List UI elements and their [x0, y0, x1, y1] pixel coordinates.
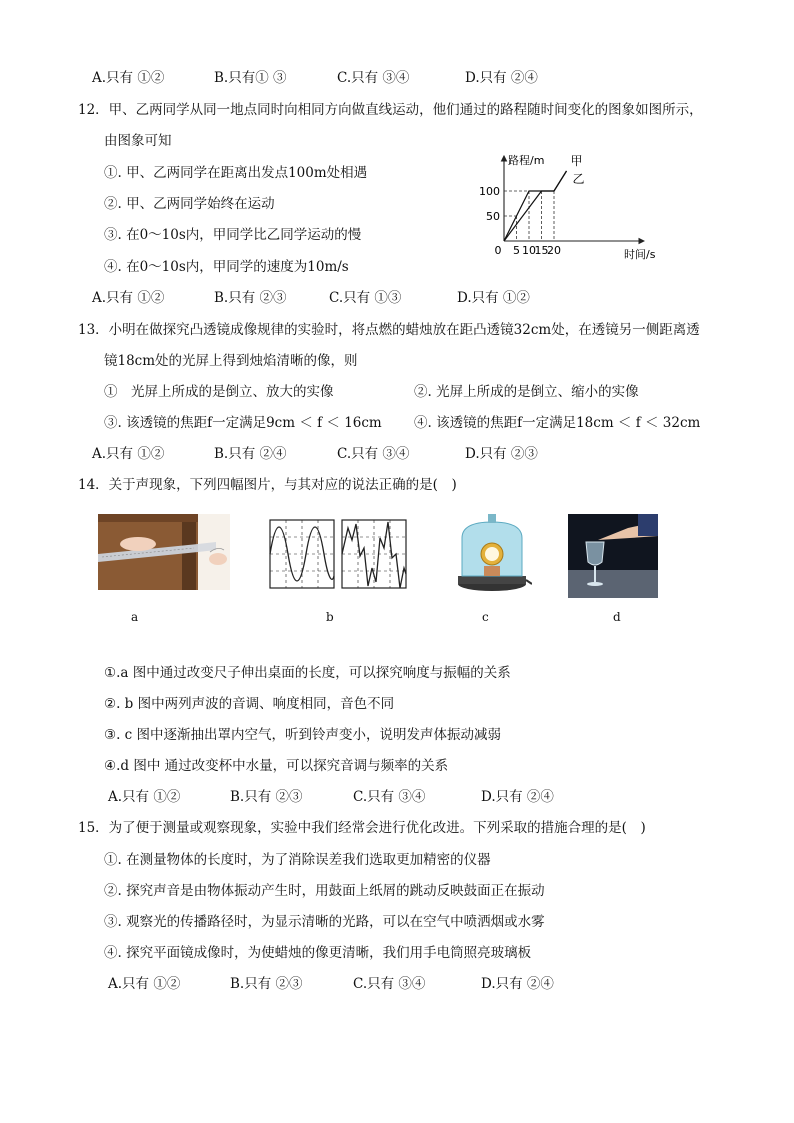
q12-option-b[interactable]: B.只有 ②③ — [214, 290, 287, 306]
q12-item-4: ④. 在0～10s内，甲同学的速度为10m/s — [104, 259, 349, 275]
x-tick-label: 10 — [522, 244, 536, 257]
caption-d: d — [613, 610, 621, 624]
q15-option-b[interactable]: B.只有 ②③ — [230, 976, 303, 992]
q13-item-3: ③. 该透镜的焦距f一定满足9cm ＜ f ＜ 16cm — [104, 415, 382, 431]
q14-option-c[interactable]: C.只有 ③④ — [353, 789, 426, 805]
q13-option-b[interactable]: B.只有 ②④ — [214, 446, 287, 462]
caption-a: a — [131, 610, 139, 624]
q15-item-3: ③. 观察光的传播路径时，为显示清晰的光路，可以在空气中喷洒烟或水雾 — [104, 914, 545, 930]
q12-item-1: ①. 甲、乙两同学在距离出发点100m处相遇 — [104, 165, 368, 181]
q12-option-d[interactable]: D.只有 ①② — [457, 290, 530, 306]
q11-option-c[interactable]: C.只有 ③④ — [337, 70, 410, 86]
series-label-2: 乙 — [572, 172, 585, 186]
q12-item-3: ③. 在0～10s内，甲同学比乙同学运动的慢 — [104, 227, 362, 243]
q15-option-a[interactable]: A.只有 ①② — [108, 976, 181, 992]
q15-item-4: ④. 探究平面镜成像时，为使蜡烛的像更清晰，我们用手电筒照亮玻璃板 — [104, 945, 532, 961]
q13-item-1: ① 光屏上所成的是倒立、放大的实像 — [104, 384, 334, 400]
q13-option-d[interactable]: D.只有 ②③ — [465, 446, 538, 462]
q13-option-c[interactable]: C.只有 ③④ — [337, 446, 410, 462]
q12-option-c[interactable]: C.只有 ①③ — [329, 290, 402, 306]
caption-c: c — [482, 610, 489, 624]
figure-d-glass-with-water — [568, 514, 658, 598]
x-tick-label: 20 — [547, 244, 561, 257]
q13-stem-line2: 镜18cm处的光屏上得到烛焰清晰的像，则 — [104, 353, 358, 369]
q14-item-1: ①.a 图中通过改变尺子伸出桌面的长度，可以探究响度与振幅的关系 — [104, 665, 511, 681]
caption-b: b — [326, 610, 334, 624]
q12-option-a[interactable]: A.只有 ①② — [92, 290, 165, 306]
q14-stem: 14．关于声现象，下列四幅图片，与其对应的说法正确的是( ) — [78, 477, 457, 493]
figure-a-ruler-on-table — [98, 514, 230, 590]
q11-option-d[interactable]: D.只有 ②④ — [465, 70, 538, 86]
x-tick-label: 0 — [494, 244, 502, 257]
q12-options — [92, 286, 530, 306]
y-tick-label: 100 — [479, 185, 500, 198]
x-axis-label: 时间/s — [624, 248, 656, 261]
q15-option-d[interactable]: D.只有 ②④ — [481, 976, 554, 992]
q15-stem: 15．为了便于测量或观察现象，实验中我们经常会进行优化改进。下列采取的措施合理的是( ) — [78, 820, 646, 836]
q14-option-b[interactable]: B.只有 ②③ — [230, 789, 303, 805]
series-label-1: 甲 — [570, 154, 583, 168]
q15-item-2: ②. 探究声音是由物体振动产生时，用鼓面上纸屑的跳动反映鼓面正在振动 — [104, 883, 545, 899]
q12-stem-line2: 由图象可知 — [104, 133, 172, 149]
figure-c-bell-jar — [452, 514, 532, 594]
q13-item-2: ②. 光屏上所成的是倒立、缩小的实像 — [414, 384, 639, 400]
q15-option-c[interactable]: C.只有 ③④ — [353, 976, 426, 992]
q15-options — [108, 972, 554, 992]
q14-item-3: ③. c 图中逐渐抽出罩内空气，听到铃声变小，说明发声体振动减弱 — [104, 727, 502, 743]
q11-option-a[interactable]: A.只有 ①② — [92, 70, 165, 86]
q11-option-b[interactable]: B.只有① ③ — [214, 70, 287, 86]
q13-stem-line1: 13．小明在做探究凸透镜成像规律的实验时，将点燃的蜡烛放在距凸透镜32cm处，在透镜另一侧距离透 — [78, 322, 700, 338]
q12-item-2: ②. 甲、乙两同学始终在运动 — [104, 196, 275, 212]
q14-item-2: ②. b 图中两列声波的音调、响度相同，音色不同 — [104, 696, 395, 712]
series-line-1 — [504, 171, 567, 241]
q11-options — [92, 66, 538, 86]
q12-stem-line1: 12．甲、乙两同学从同一地点同时向相同方向做直线运动，他们通过的路程随时间变化的图象如图所示， — [78, 102, 703, 118]
series-line-2 — [504, 171, 567, 241]
q12-chart — [478, 148, 678, 266]
x-tick-label: 5 — [513, 244, 520, 257]
figure-b-waveforms — [268, 518, 408, 592]
q14-option-d[interactable]: D.只有 ②④ — [481, 789, 554, 805]
q13-item-4: ④. 该透镜的焦距f一定满足18cm ＜ f ＜ 32cm — [414, 415, 701, 431]
q13-option-a[interactable]: A.只有 ①② — [92, 446, 165, 462]
y-tick-label: 50 — [486, 210, 500, 223]
q14-option-a[interactable]: A.只有 ①② — [108, 789, 181, 805]
q13-options — [92, 442, 538, 462]
q15-item-1: ①. 在测量物体的长度时，为了消除误差我们选取更加精密的仪器 — [104, 852, 491, 868]
q14-options — [108, 785, 554, 805]
q14-item-4: ④.d 图中 通过改变杯中水量，可以探究音调与频率的关系 — [104, 758, 449, 774]
x-tick-label: 15 — [534, 244, 549, 257]
y-axis-label: 路程/m — [508, 154, 545, 167]
